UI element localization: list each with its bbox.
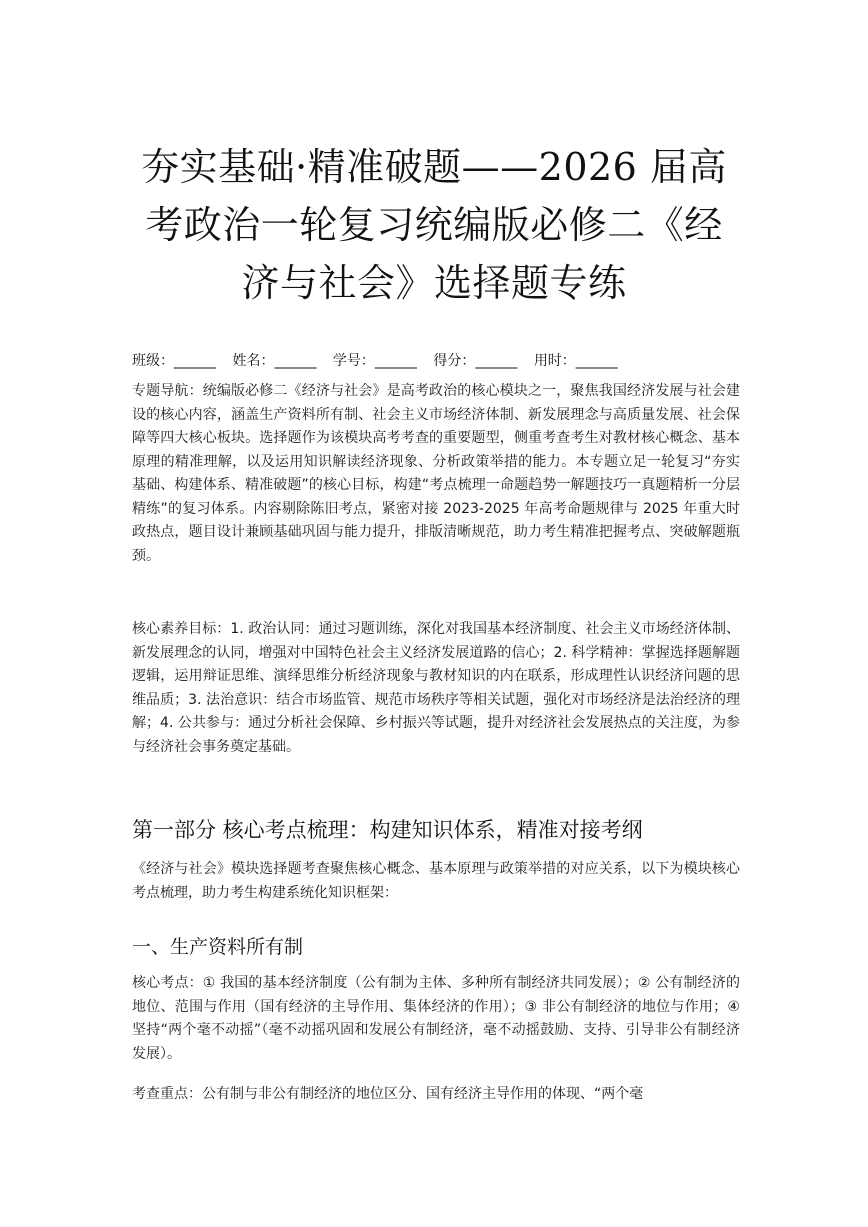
part1-intro: 《经济与社会》模块选择题考查聚焦核心概念、基本原理与政策举措的对应关系，以下为模块核心考点梳理，助力考生构建系统化知识框架： — [132, 861, 740, 901]
part1-heading-block — [132, 815, 740, 845]
literacy-paragraph: 核心素养目标：1. 政治认同：通过习题训练，深化对我国基本经济制度、社会主义市场经济体制、新发展理念的认同，增强对中国特色社会主义经济发展道路的信心；2. 科学精神：掌握选择题解题逻辑，运用辩证思维、演绎思维分析经济现象与教材知识的内在联系，形成理性认识经济问题的思维品质；3. 法治意识：结合市场监管、规范市场秩序等相关试题，强化对市场经济是法治经济的理解；4. 公共参与：通过分析社会保障、乡村振兴等试题，提升对经济社会发展热点的关注度，为参与经济社会事务奠定基础。 — [132, 621, 740, 755]
section1-core-points: 核心考点：① 我国的基本经济制度（公有制为主体、多种所有制经济共同发展）；② 公有制经济的地位、范围与作用（国有经济的主导作用、集体经济的作用）；③ 非公有制经济的地位与作用；④ 坚持“两个毫不动摇”（毫不动摇巩固和发展公有制经济，毫不动摇鼓励、支持、引导非公有制经济发展）。 — [132, 975, 740, 1062]
class-field: 班级：______ — [132, 353, 216, 369]
section1-focus-points: 考查重点：公有制与非公有制经济的地位区分、国有经济主导作用的体现、“两个毫 — [132, 1086, 644, 1102]
time-field: 用时：______ — [533, 353, 618, 369]
literacy-block — [132, 618, 740, 759]
score-field: 得分：______ — [433, 353, 518, 369]
section1-focus-block — [132, 1083, 740, 1107]
guide-block — [132, 380, 740, 568]
section1-core-block — [132, 972, 740, 1066]
part1-intro-block — [132, 858, 740, 905]
part1-heading: 第一部分 核心考点梳理：构建知识体系，精准对接考纲 — [132, 818, 643, 842]
student-id-field: 学号：______ — [332, 353, 417, 369]
guide-paragraph: 专题导航：统编版必修二《经济与社会》是高考政治的核心模块之一，聚焦我国经济发展与社会建设的核心内容，涵盖生产资料所有制、社会主义市场经济体制、新发展理念与高质量发展、社会保障等四大核心板块。选择题作为该模块高考考查的重要题型，侧重考查考生对教材核心概念、基本原理的精准理解，以及运用知识解读经济现象、分析政策举措的能力。本专题立足一轮复习“夯实基础、构建体系、精准破题”的核心目标，构建“考点梳理一命题趋势一解题技巧一真题精析一分层精练”的复习体系。内容剔除陈旧考点，紧密对接 2023-2025 年高考命题规律与 2025 年重大时政热点，题目设计兼顾基础巩固与能力提升，排版清晰规范，助力考生精准把握考点、突破解题瓶颈。 — [132, 383, 740, 564]
student-info-line — [132, 350, 742, 372]
name-field: 姓名：______ — [232, 353, 317, 369]
section1-heading-block — [132, 933, 740, 961]
document-title: 夯实基础·精准破题——2026 届高考政治一轮复习统编版必修二《经济与社会》选择题专练 — [141, 145, 727, 305]
section1-heading: 一、生产资料所有制 — [132, 936, 304, 958]
